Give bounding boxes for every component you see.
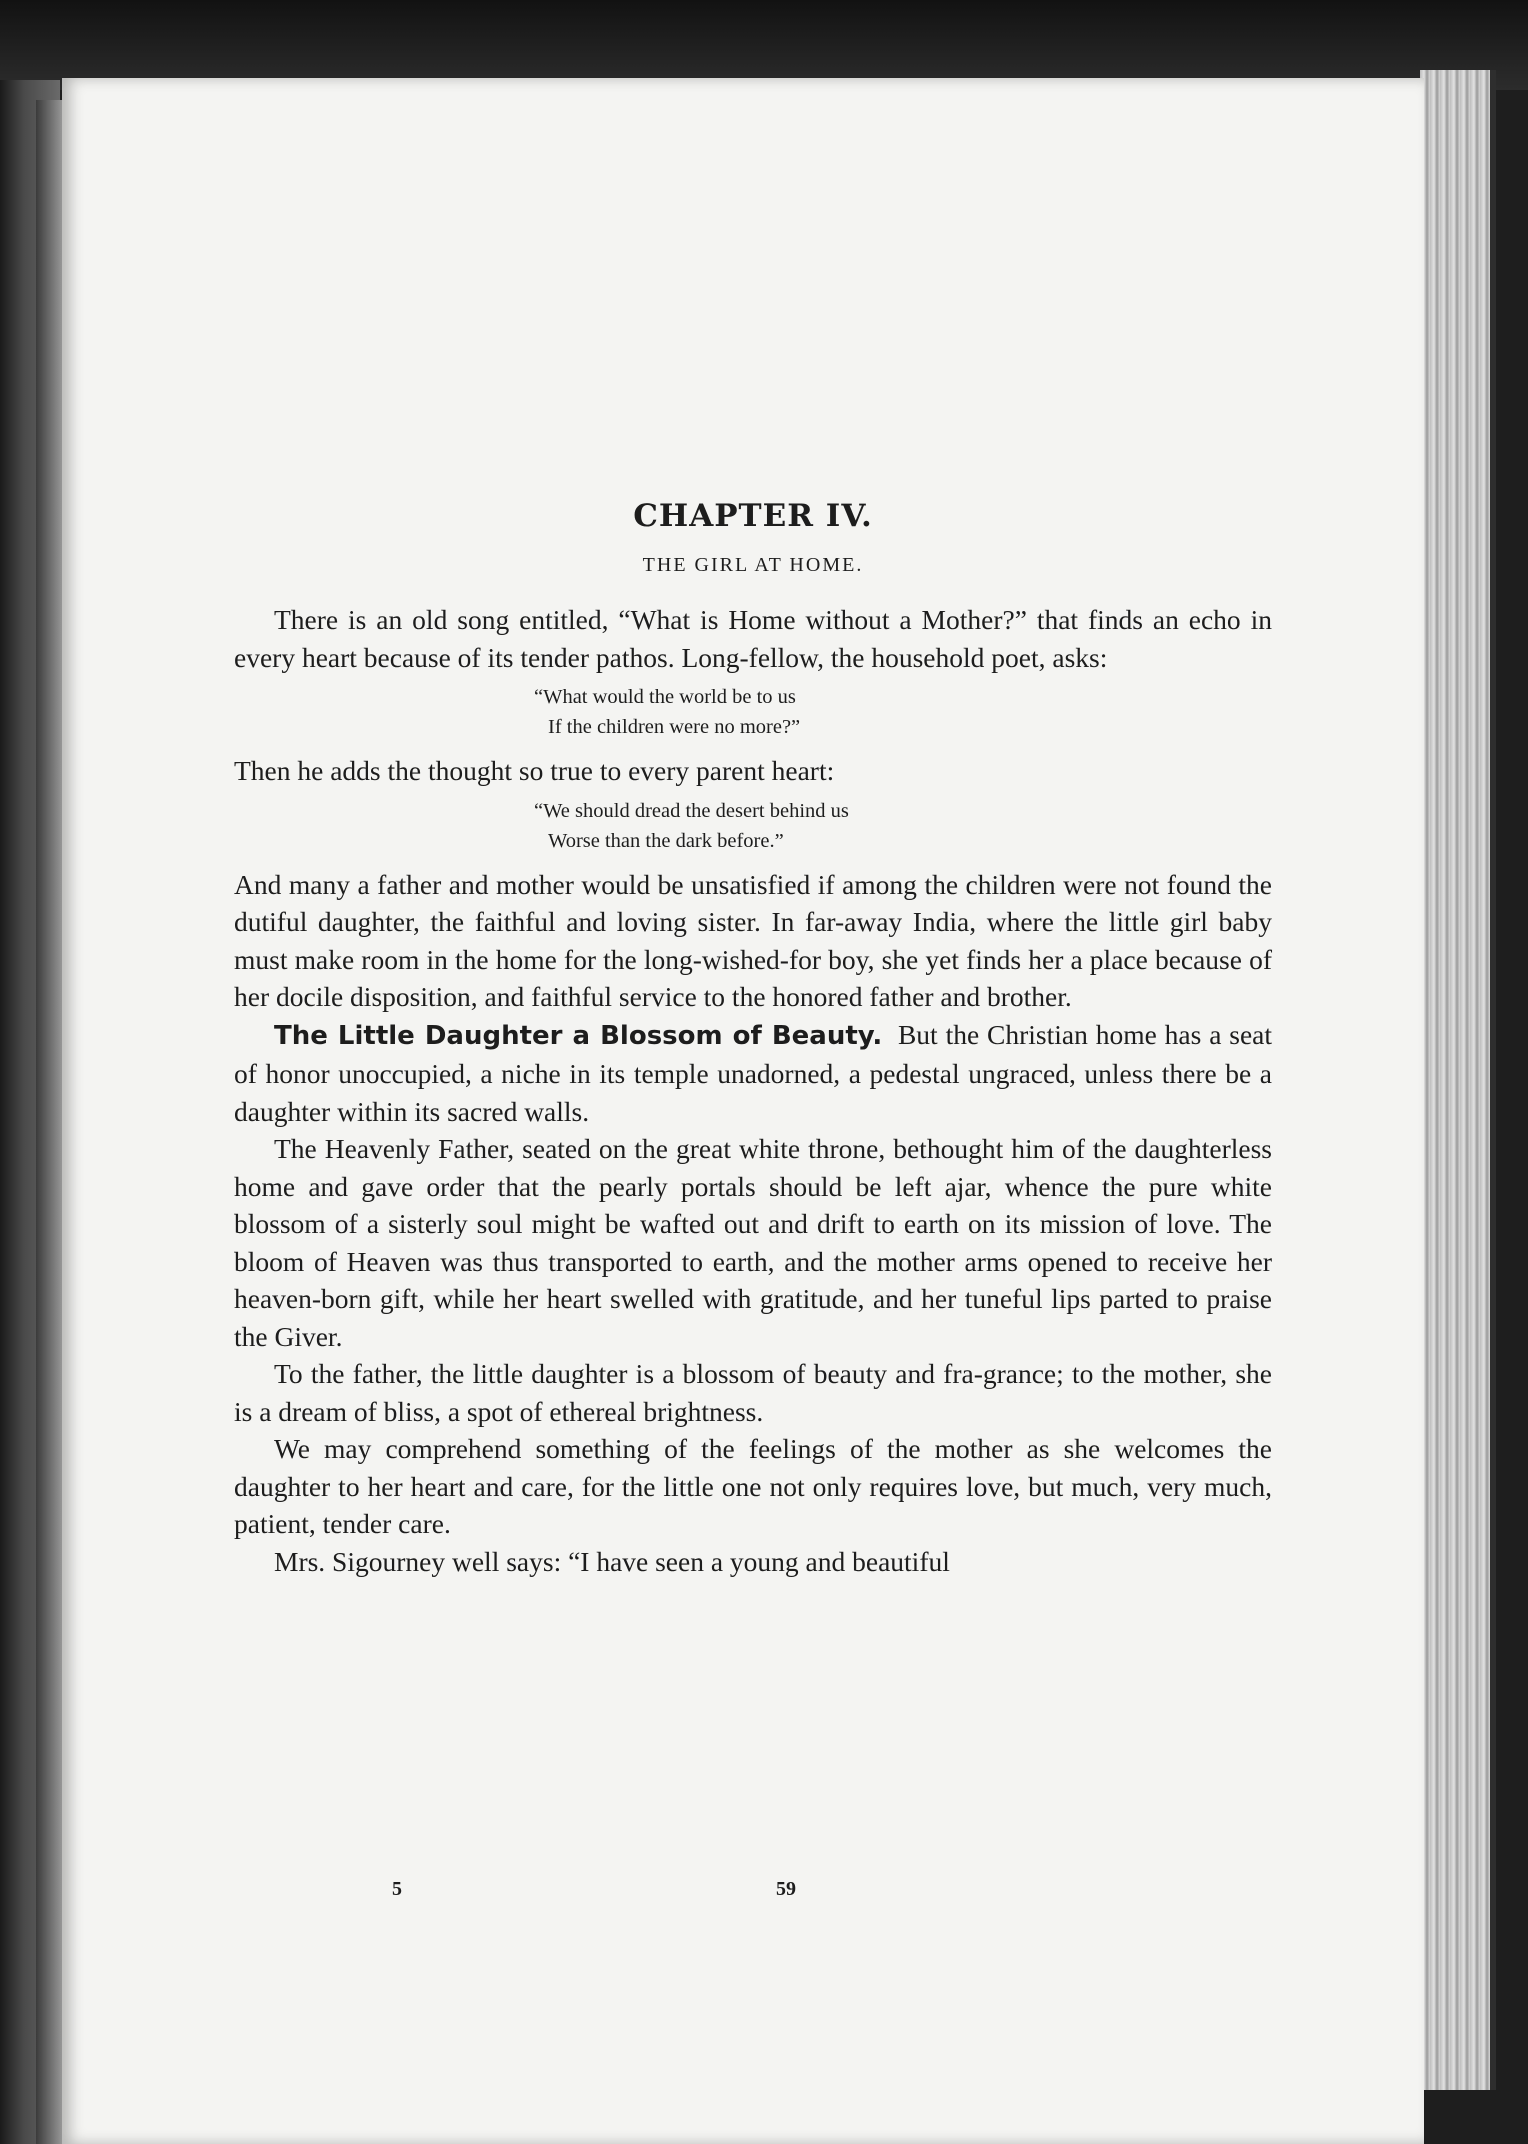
chapter-title: CHAPTER IV.	[633, 498, 873, 534]
verse-line: “We should dread the desert behind us	[534, 799, 849, 822]
paragraph-4	[234, 1016, 1272, 1131]
book-page	[62, 78, 1424, 2144]
signature-mark: 5	[392, 1878, 402, 1900]
paragraph-7: We may comprehend something of the feelings of the mother as she welcomes the daughter to her heart and care, for the little one not only requires love, but much, very much, patient, tender care.	[234, 1433, 1272, 1539]
paragraph-8: Mrs. Sigourney well says: “I have seen a young and beautiful	[274, 1545, 950, 1577]
verse-line: If the children were no more?”	[548, 716, 801, 738]
paragraph-4-text: But the Christian home has a seat of honor unoccupied, a niche in its temple unadorned, a pedestal ungraced, unless there be a daughter within its sacred walls.	[234, 1018, 1273, 1127]
chapter-subtitle: THE GIRL AT HOME.	[642, 554, 864, 576]
paragraph-1: There is an old song entitled, “What is Home without a Mother?” that finds an echo in every heart because of its tender pathos. Long-fellow, the household poet, asks:	[234, 604, 1272, 673]
page-number: 59	[776, 1878, 796, 1900]
paragraph-2: Then he adds the thought so true to every parent heart:	[234, 755, 835, 786]
page-content	[234, 498, 1272, 1580]
verse-quote-1	[534, 682, 1272, 742]
paragraph-5: The Heavenly Father, seated on the great white throne, bethought him of the daughterless home and gave order that the pearly portals should be left ajar, whence the pure white blossom of a sisterly soul might be wafted out and drift to earth on its mission of love. The bloom of Heaven was thus transported to earth, and the mother arms opened to receive her heaven-born gift, while her heart swelled with gratitude, and her tuneful lips parted to praise the Giver.	[234, 1133, 1272, 1352]
paragraph-3: And many a father and mother would be unsatisfied if among the children were not found the dutiful daughter, the faithful and loving sister. In far-away India, where the little girl baby must make room in the home for the long-wished-for boy, she yet finds her a place because of her docile disposition, and faithful service to the honored father and brother.	[234, 868, 1272, 1012]
top-shadow	[0, 0, 1528, 90]
verse-quote-2	[534, 796, 1272, 856]
paragraph-6: To the father, the little daughter is a blossom of beauty and fra-grance; to the mother, she is a dream of bliss, a spot of ethereal brightness.	[234, 1358, 1272, 1427]
verse-line: Worse than the dark before.”	[548, 829, 784, 852]
page-edges-right	[1420, 70, 1496, 2090]
verse-line: “What would the world be to us	[534, 686, 796, 708]
section-heading: The Little Daughter a Blossom of Beauty.	[274, 1020, 883, 1051]
